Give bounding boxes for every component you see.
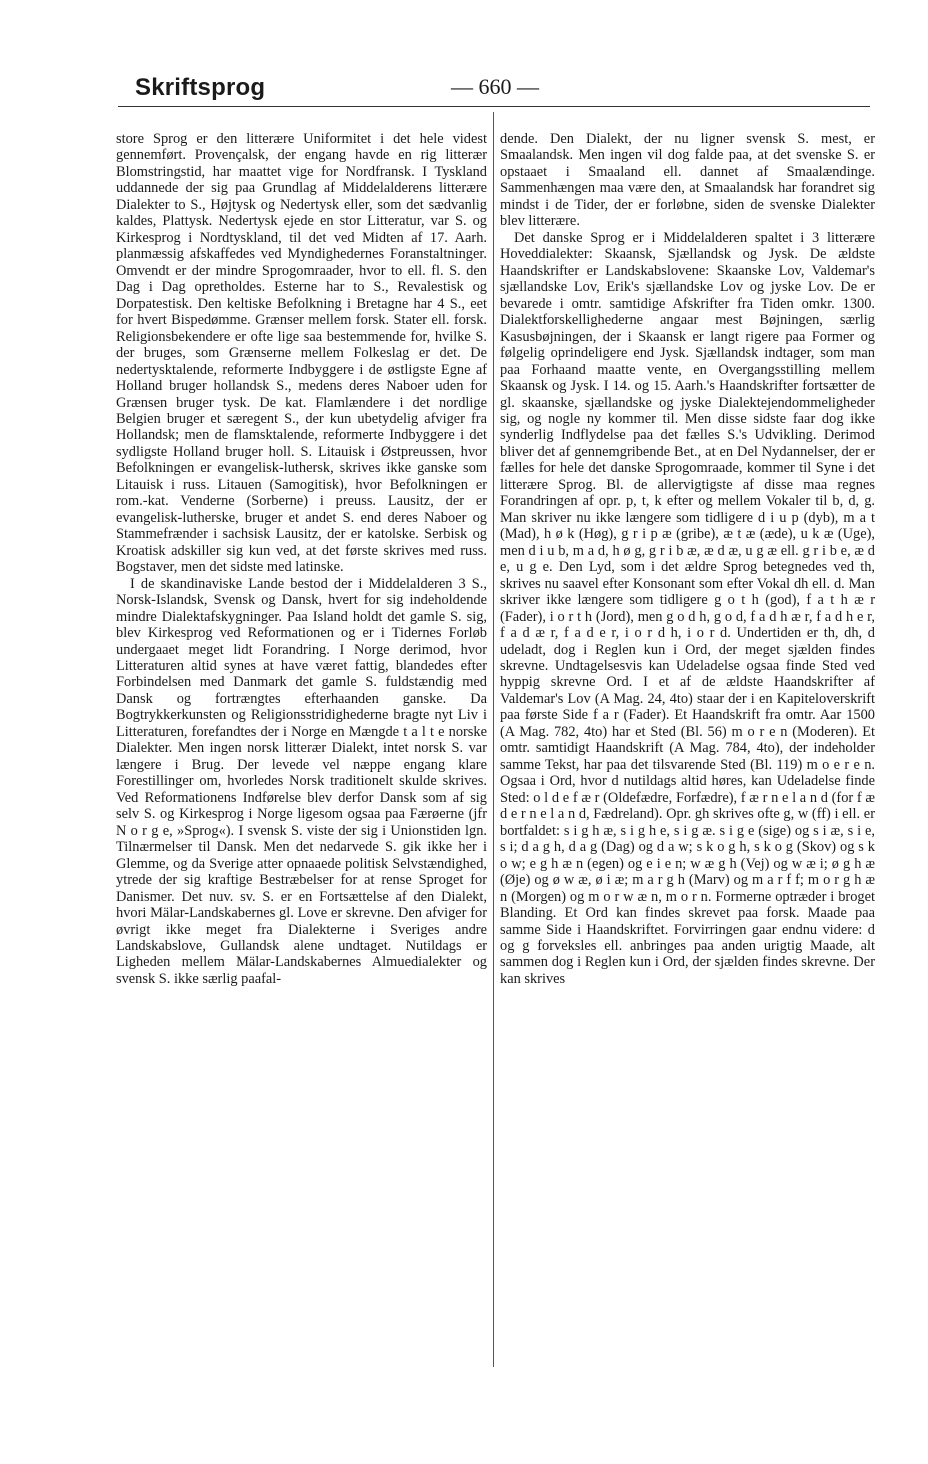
paragraph: I de skandinaviske Lande bestod der i Middelalderen 3 S., Norsk-Islandsk, Svensk og Dansk, hvert for sig indeholdende mindre Dialektafskygninger. Paa Island holdt det gamle S. sig, blev Kirkesprog ved Reformationen og er i Tidernes Forløb undergaaet meget lidt Forandring. I Norge derimod, hvor Litteraturen altid synes at have været fattig, blandedes efter Forbindelsen med Danmark det gamle S. fuldstændig med Dansk og fortrængtes efterhaanden ganske. Da Bogtrykkerkunsten og Religionsstridighederne bragte nyt Liv i Litteraturen, forefandtes der i Norge en Mængde t a l t e norske Dialekter. Men ingen norsk litterær Dialekt, intet norsk S. var længere i Brug. Der levede vel næppe engang klare Forestillinger om, hvorledes Norsk traditionelt skulde skrives. Ved Reformationens Indførelse blev derfor Dansk som af sig selv S. og Kirkesprog i Norge ligesom ogsaa paa Færøerne (jfr N o r g e, »Sprog«). I svensk S. viste der sig i Unionstiden lgn. Tilnærmelser til Dansk. Men det nedarvede S. gik ikke her i Glemme, og da Sverige atter opnaaede politisk Selvstændighed, ytrede der sig kraftige Bestræbelser for at rense Sproget for Danismer. Det nuv. sv. S. er en Fortsættelse af den Dialekt, hvori Mälar-Landskabernes gl. Love er skrevne. Den afviger for øvrigt ikke meget fra Dialekterne i Sveriges andre Landskabslove, Gullandsk alene undtaget. Nutildags er Ligheden mellem Mälar-Landskabernes Almuedialekter og svensk S. ikke særlig paafal-: [116, 575, 487, 987]
paragraph: store Sprog er den litterære Uniformitet i det hele videst gennemført. Provençalsk, der engang havde en rig litterær Blomstringstid, har maattet vige for Nordfransk. I Tyskland uddannede der sig paa Grundlag af Middelalderens litterære Dialekter to S., Højtysk og Nedertysk eller, som det sædvanlig kaldes, Plattysk. Nedertysk ejede en stor Litteratur, var S. og Kirkesprog i Nordtyskland, til det ved Midten af 17. Aarh. planmæssig afskaffedes ved Myndighedernes Foranstaltninger. Omvendt er der mindre Sprogomraader, hvor to ell. fl. S. den Dag i Dag opretholdes. Esterne har to S., Revalestisk og Dorpatestisk. Den keltiske Befolkning i Bretagne har 4 S., eet for hvert Bispedømme. Grænser mellem forsk. Stater ell. forsk. Religionsbekendere er ofte lige saa bestemmende for, hvilke S. der bruges, som Grænserne mellem Folkeslag er det. De nedertysktalende, reformerte Indbyggere i de østligste Egne af Holland bruger hollandsk S., medens deres Naboer uden for Grænsen bruger tysk. De kat. Flamlændere i det nordlige Belgien bruger et særegent S., der kun ubetydelig afviger fra Hollandsk; men de flamsktalende, reformerte Indbyggere i det sydligste Holland bruger holl. S. Litauisk i Østpreussen, hvor Befolkningen er evangelisk-luthersk, skrives ikke ganske som Litauisk i russ. Litauen (Samogitisk), hvor Befolkningen er rom.-kat. Venderne (Sorberne) i preuss. Lausitz, der er evangelisk-lutherske, bruger et andet S. end deres Naboer og Stammefrænder i sachsisk Lausitz, der er katolske. Serbisk og Kroatisk adskiller sig kun ved, at det første skrives med russ. Bogstaver, men det sidste med latinske.: [116, 131, 487, 576]
section-title: Skriftsprog: [135, 74, 266, 101]
right-column: [500, 131, 875, 987]
header-rule: [118, 106, 870, 107]
column-divider: [493, 112, 494, 1367]
paragraph: dende. Den Dialekt, der nu ligner svensk S. mest, er Smaalandsk. Men ingen vil dog falde paa, at det svenske S. er opstaaet i Smaaland ell. dannet af Smaalændinge. Sammenhængen maa være den, at Smaalandsk har forandret sig mindst i de Tider, der er forløbne, siden de svenske Dialekter blev litterære.: [500, 131, 875, 230]
paragraph: Det danske Sprog er i Middelalderen spaltet i 3 litterære Hoveddialekter: Skaansk, Sjællandsk og Jysk. De ældste Haandskrifter er Landskabslovene: Skaanske Lov, Valdemar's sjællandske Lov, Erik's sjællandske Lov og jyske Lov. De er bevarede i omtr. samtidige Afskrifter fra Tiden omkr. 1300. Dialektforskellighederne angaar mest Bøjningen, særlig Kasusbøjningen, der i Skaansk er langt rigere paa Former og følgelig oprindeligere end Jysk. Sjællandsk indtager, som man paa Forhaand maatte vente, en Overgangsstilling mellem Skaansk og Jysk. I 14. og 15. Aarh.'s Haandskrifter fortsætter de gl. skaanske, sjællandske og jyske Dialektejendommeligheder sig, og nogle ny kommer til. Men disse sidste faar dog ikke synderlig Indflydelse paa det fælles S.'s Udvikling. Derimod bliver det af gennemgribende Bet., at en Del Nydannelser, der er fælles for hele det danske Sprogomraade, kommer til Syne i det litterære Sprog. Bl. de allervigtigste af disse maa regnes Forandringen af opr. p, t, k efter og mellem Vokaler til b, d, g. Man skriver nu ikke længere som tidligere d i u p (dyb), m a t (Mad), h ø k (Høg), g r i p æ (gribe), æ t æ (æde), u k æ (Uge), men d i u b, m a d, h ø g, g r i b æ, æ d æ, u g æ ell. g r i b e, æ d e, u g e. Den Lyd, som i det ældre Sprog betegnedes ved th, skrives nu saavel efter Konsonant som efter Vokal dh ell. d. Man skriver ikke længere som tidligere g o t h (god), f a t h æ r (Fader), i o r t h (Jord), men g o d h, g o d, f a d h æ r, f a d h e r, f a d æ r, f a d e r, i o r d h, i o r d. Undertiden er th, dh, d udeladt, dog i Reglen kun i Ord, der meget sjælden findes skrevne. Undtagelsesvis kan Udeladelse ogsaa finde Sted ved hyppig skrevne Ord. I et af de ældste Haandskrifter af Valdemar's Lov (A Mag. 24, 4to) staar der i en Kapiteloverskrift paa første Side f a r (Fader). Et Haandskrift fra omtr. Aar 1500 (A Mag. 782, 4to) har et Sted (Bl. 56) m o r e n (Moderen). Et omtr. samtidigt Haandskrift (A Mag. 784, 4to), der indeholder samme Tekst, har paa det tilsvarende Sted (Bl. 119) m o e r e n. Ogsaa i Ord, hvor d nutildags altid høres, kan Udeladelse finde Sted: o l d e f æ r (Oldefædre, Forfædre), f æ r n e l a n d (for f æ d e r n e l a n d, Fædreland). Opr. gh skrives ofte g, w (ff) i ell. er bortfaldet: s i g h æ, s i g h e, s i g æ. s i g e (sige) og s i æ, s i e, s i; d a g h, d a g (Dag) og d a w; s k o g h, s k o g (Skov) og s k o w; e g h æ n (egen) og e i e n; w æ g h (Vej) og w æ i; ø g h æ (Øje) og ø w æ, ø i æ; m a r g h (Marv) og m a r f f; m o r g h æ n (Morgen) og m o r w æ n, m o r n. Formerne optræder i broget Blanding. Et Ord kan findes skrevet paa forsk. Maade paa samme Side i Haandskriftet. Forvirringen gaar endnu videre: d og g forveksles ell. anbringes paa anden urigtig Maade, alt sammen dog i Reglen kun i Ord, der sjælden findes skrevne. Der kan skrives: [500, 229, 875, 987]
page-number: — 660 —: [451, 74, 539, 99]
page-header: [135, 74, 865, 104]
left-column: [116, 131, 487, 987]
